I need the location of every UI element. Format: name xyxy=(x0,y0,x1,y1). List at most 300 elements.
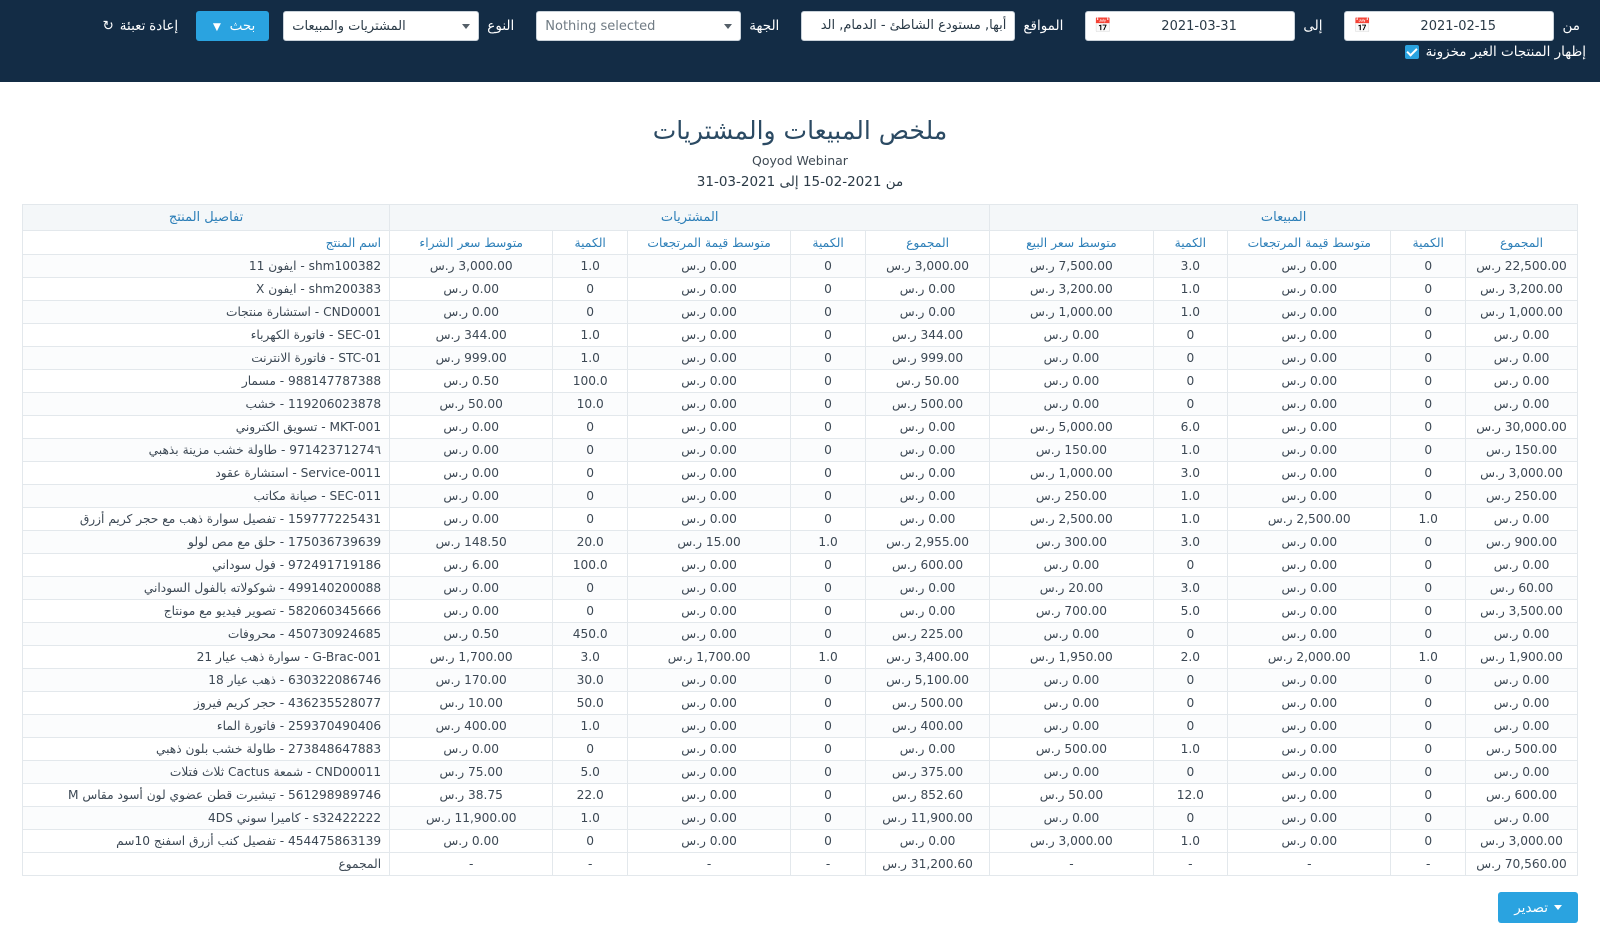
cell-value: 100.0 xyxy=(553,554,628,577)
table-row xyxy=(23,508,1578,531)
cell-value: 0.50 ر.س xyxy=(390,623,553,646)
cell-value: 0 xyxy=(791,554,866,577)
cell-value: 700.00 ر.س xyxy=(990,600,1153,623)
cell-product-name: 97142371274٦ - طاولة خشب مزينة بذهبي xyxy=(23,439,390,462)
cell-value: 0.00 ر.س xyxy=(1228,830,1391,853)
reset-button[interactable] xyxy=(96,17,184,35)
cell-value: 0.00 ر.س xyxy=(627,623,790,646)
cell-value: 999.00 ر.س xyxy=(390,347,553,370)
cell-product-name: 988147787388 - مسمار xyxy=(23,370,390,393)
cell-product-name: MKT-001 - تسويق الكتروني xyxy=(23,416,390,439)
summary-table xyxy=(22,204,1578,876)
refresh-icon: ↻ xyxy=(102,18,114,33)
cell-product-name: s32422222 - كاميرا سوني 4DS xyxy=(23,807,390,830)
cell-value: 20.0 xyxy=(553,531,628,554)
cell-product-name: CND00011 - شمعة Cactus ثلاث فتلات xyxy=(23,761,390,784)
cell-value: 22,500.00 ر.س xyxy=(1466,255,1578,278)
cell-value: 0.00 ر.س xyxy=(627,416,790,439)
page-title: ملخص المبيعات والمشتريات xyxy=(652,116,948,145)
cell-value: 0.00 ر.س xyxy=(1466,324,1578,347)
cell-value: 0.00 ر.س xyxy=(1228,393,1391,416)
cell-value: 0 xyxy=(553,738,628,761)
cell-value: 0.00 ر.س xyxy=(990,623,1153,646)
cell-value: 999.00 ر.س xyxy=(865,347,989,370)
cell-value: 1,700.00 ر.س xyxy=(390,646,553,669)
cell-value: 0 xyxy=(791,278,866,301)
calendar-icon[interactable]: 📅 xyxy=(1094,18,1112,34)
col-avg-sale-price: متوسط سعر البيع xyxy=(990,231,1153,255)
cell-product-name: 450730924685 - محروفات xyxy=(23,623,390,646)
cell-value: 0 xyxy=(791,324,866,347)
cell-value: 0.00 ر.س xyxy=(627,508,790,531)
export-button-label: تصدير xyxy=(1514,899,1548,915)
cell-value: 0 xyxy=(791,370,866,393)
cell-value: - xyxy=(1153,853,1228,876)
cell-value: 0.00 ر.س xyxy=(1228,278,1391,301)
cell-value: 0.00 ر.س xyxy=(865,600,989,623)
cell-value: 0.00 ر.س xyxy=(1228,531,1391,554)
cell-value: 250.00 ر.س xyxy=(1466,485,1578,508)
cell-value: 0 xyxy=(1391,324,1466,347)
cell-value: 1.0 xyxy=(553,715,628,738)
cell-value: 0.00 ر.س xyxy=(627,485,790,508)
cell-value: 0 xyxy=(1391,692,1466,715)
entity-value: Nothing selected xyxy=(545,18,656,34)
cell-value: 50.0 xyxy=(553,692,628,715)
cell-value: 1.0 xyxy=(553,255,628,278)
locations-value: أبها, مستودع الشاطئ - الدمام, الد xyxy=(820,18,1007,33)
from-date-value: 2021-02-15 xyxy=(1420,18,1496,34)
cell-value: 0 xyxy=(1391,462,1466,485)
col-product-name: اسم المنتج xyxy=(23,231,390,255)
col-sales-avg-return-value: متوسط قيمة المرتجعات xyxy=(1228,231,1391,255)
cell-value: 3,000.00 ر.س xyxy=(1466,830,1578,853)
cell-value: 0.00 ر.س xyxy=(990,324,1153,347)
cell-value: 5.0 xyxy=(553,761,628,784)
cell-value: 0.00 ر.س xyxy=(990,347,1153,370)
from-label: من xyxy=(1562,18,1580,34)
cell-value: 0.00 ر.س xyxy=(1228,807,1391,830)
cell-value: 3,400.00 ر.س xyxy=(865,646,989,669)
cell-value: 7,500.00 ر.س xyxy=(990,255,1153,278)
cell-value: 375.00 ر.س xyxy=(865,761,989,784)
export-button[interactable] xyxy=(1498,892,1578,923)
col-sales-qty: الكمية xyxy=(1153,231,1228,255)
cell-product-name: 630322086746 - ذهب عيار 18 xyxy=(23,669,390,692)
cell-value: 0.50 ر.س xyxy=(390,370,553,393)
cell-value: 38.75 ر.س xyxy=(390,784,553,807)
cell-value: 500.00 ر.س xyxy=(865,692,989,715)
cell-value: 60.00 ر.س xyxy=(1466,577,1578,600)
table-row xyxy=(23,738,1578,761)
cell-value: 0.00 ر.س xyxy=(627,439,790,462)
cell-value: 3.0 xyxy=(553,646,628,669)
table-row xyxy=(23,784,1578,807)
cell-product-name: STC-01 - فاتورة الانترنت xyxy=(23,347,390,370)
cell-value: 0.00 ر.س xyxy=(627,324,790,347)
cell-value: 0 xyxy=(1391,784,1466,807)
cell-value: 0 xyxy=(1391,623,1466,646)
table-row xyxy=(23,255,1578,278)
cell-value: 5.0 xyxy=(1153,600,1228,623)
reset-button-label: إعادة تعبئة xyxy=(119,18,179,33)
cell-value: 0.00 ر.س xyxy=(865,830,989,853)
cell-value: 0 xyxy=(1153,669,1228,692)
cell-value: 225.00 ر.س xyxy=(865,623,989,646)
filter-entity xyxy=(536,11,787,41)
cell-value: - xyxy=(627,853,790,876)
cell-value: 1,000.00 ر.س xyxy=(1466,301,1578,324)
cell-value: 0.00 ر.س xyxy=(1228,301,1391,324)
cell-product-name: shm100382 - ايفون 11 xyxy=(23,255,390,278)
cell-value: 450.0 xyxy=(553,623,628,646)
cell-value: 0 xyxy=(553,416,628,439)
cell-value: 0 xyxy=(1391,393,1466,416)
cell-value: 0.00 ر.س xyxy=(390,439,553,462)
cell-value: 0.00 ر.س xyxy=(627,807,790,830)
type-label: النوع xyxy=(487,18,515,34)
date-range: من 2021-02-15 إلى 2021-03-31 xyxy=(696,174,904,190)
table-row xyxy=(23,600,1578,623)
cell-value: 0 xyxy=(1391,255,1466,278)
col-purchases-return-qty: الكمية xyxy=(791,231,866,255)
cell-product-name: 436235528077 - حجر كريم فيروز xyxy=(23,692,390,715)
cell-value: - xyxy=(1228,853,1391,876)
cell-value: 0.00 ر.س xyxy=(390,301,553,324)
cell-value: 0.00 ر.س xyxy=(865,301,989,324)
cell-value: 0 xyxy=(1153,347,1228,370)
checkbox-icon[interactable] xyxy=(1405,45,1419,59)
cell-value: 0.00 ر.س xyxy=(1228,577,1391,600)
filter-type xyxy=(283,11,522,41)
cell-value: 6.00 ر.س xyxy=(390,554,553,577)
table-row xyxy=(23,278,1578,301)
report-content xyxy=(0,82,1600,876)
chevron-down-icon xyxy=(462,24,470,29)
cell-value: 500.00 ر.س xyxy=(865,393,989,416)
cell-value: 0 xyxy=(553,508,628,531)
table-row xyxy=(23,646,1578,669)
cell-value: 250.00 ر.س xyxy=(990,485,1153,508)
filter-from xyxy=(1344,11,1588,41)
cell-product-name: 273848647883 - طاولة خشب بلون ذهبي xyxy=(23,738,390,761)
cell-value: 3,000.00 ر.س xyxy=(390,255,553,278)
cell-value: 0.00 ر.س xyxy=(990,554,1153,577)
cell-value: 22.0 xyxy=(553,784,628,807)
cell-value: 50.00 ر.س xyxy=(390,393,553,416)
cell-value: 0 xyxy=(791,784,866,807)
cell-value: 0 xyxy=(1391,531,1466,554)
cell-value: 0 xyxy=(1391,347,1466,370)
cell-value: - xyxy=(1391,853,1466,876)
cell-product-name: 582060345666 - تصوير فيديو مع مونتاج xyxy=(23,600,390,623)
cell-value: 1.0 xyxy=(1153,738,1228,761)
cell-value: 3,000.00 ر.س xyxy=(990,830,1153,853)
cell-value: 0 xyxy=(791,439,866,462)
chevron-down-icon xyxy=(724,24,732,29)
cell-value: 150.00 ر.س xyxy=(1466,439,1578,462)
cell-value: 0.00 ر.س xyxy=(1228,715,1391,738)
calendar-icon[interactable]: 📅 xyxy=(1353,18,1371,34)
table-row xyxy=(23,439,1578,462)
cell-value: 50.00 ر.س xyxy=(990,784,1153,807)
cell-value: 0.00 ر.س xyxy=(390,830,553,853)
cell-value: 3.0 xyxy=(1153,531,1228,554)
cell-value: 2,000.00 ر.س xyxy=(1228,646,1391,669)
cell-value: 0.00 ر.س xyxy=(1228,669,1391,692)
cell-value: 0.00 ر.س xyxy=(390,462,553,485)
cell-value: 31,200.60 ر.س xyxy=(865,853,989,876)
cell-value: 0.00 ر.س xyxy=(1228,370,1391,393)
locations-select[interactable] xyxy=(801,11,1015,41)
cell-value: 0 xyxy=(791,347,866,370)
table-row xyxy=(23,692,1578,715)
filter-icon: ▼ xyxy=(210,18,224,34)
cell-value: 150.00 ر.س xyxy=(990,439,1153,462)
cell-value: 0.00 ر.س xyxy=(627,830,790,853)
cell-value: 0 xyxy=(1391,278,1466,301)
cell-value: 0.00 ر.س xyxy=(1228,692,1391,715)
cell-value: 0.00 ر.س xyxy=(1466,623,1578,646)
cell-value: 0.00 ر.س xyxy=(990,761,1153,784)
col-sales-total: المجموع xyxy=(1466,231,1578,255)
cell-value: 0 xyxy=(791,600,866,623)
cell-value: 600.00 ر.س xyxy=(1466,784,1578,807)
cell-value: 400.00 ر.س xyxy=(390,715,553,738)
cell-value: 3,500.00 ر.س xyxy=(1466,600,1578,623)
cell-value: 0.00 ر.س xyxy=(1228,738,1391,761)
cell-value: 0 xyxy=(791,715,866,738)
table-row xyxy=(23,301,1578,324)
cell-value: 0.00 ر.س xyxy=(990,692,1153,715)
cell-value: 5,000.00 ر.س xyxy=(990,416,1153,439)
locations-label: المواقع xyxy=(1023,18,1064,34)
cell-value: 0.00 ر.س xyxy=(1228,784,1391,807)
cell-product-name: G-Brac-001 - سوارة ذهب عيار 21 xyxy=(23,646,390,669)
cell-value: 0 xyxy=(553,577,628,600)
cell-product-name: 259370490406 - فاتورة الماء xyxy=(23,715,390,738)
cell-value: 1.0 xyxy=(553,347,628,370)
cell-value: 0.00 ر.س xyxy=(627,738,790,761)
cell-value: 600.00 ر.س xyxy=(865,554,989,577)
cell-value: 3,200.00 ر.س xyxy=(1466,278,1578,301)
cell-value: 2,500.00 ر.س xyxy=(1228,508,1391,531)
filter-locations xyxy=(801,11,1071,41)
cell-product-name: 159777225431 - تفصيل سوارة ذهب مع حجر كريم أزرق xyxy=(23,508,390,531)
cell-value: 1.0 xyxy=(1391,508,1466,531)
export-toolbar xyxy=(0,876,1600,933)
cell-value: 0 xyxy=(1153,370,1228,393)
cell-value: 0.00 ر.س xyxy=(627,278,790,301)
cell-value: 20.00 ر.س xyxy=(990,577,1153,600)
table-row xyxy=(23,370,1578,393)
table-row xyxy=(23,830,1578,853)
cell-value: 2.0 xyxy=(1153,646,1228,669)
cell-value: 3,000.00 ر.س xyxy=(865,255,989,278)
cell-value: 1.0 xyxy=(553,807,628,830)
cell-value: 0.00 ر.س xyxy=(390,416,553,439)
table-row xyxy=(23,324,1578,347)
table-row xyxy=(23,577,1578,600)
cell-value: 0.00 ر.س xyxy=(1466,669,1578,692)
cell-value: 0 xyxy=(553,301,628,324)
cell-product-name: 499140200088 - شوكولاته بالفول السوداني xyxy=(23,577,390,600)
cell-value: 5,100.00 ر.س xyxy=(865,669,989,692)
cell-value: 30.0 xyxy=(553,669,628,692)
cell-product-name: المجموع xyxy=(23,853,390,876)
cell-value: 0.00 ر.س xyxy=(627,301,790,324)
col-purchases-qty: الكمية xyxy=(553,231,628,255)
cell-value: 0 xyxy=(791,462,866,485)
cell-value: 0.00 ر.س xyxy=(865,278,989,301)
cell-value: 900.00 ر.س xyxy=(1466,531,1578,554)
col-avg-purchase-price: متوسط سعر الشراء xyxy=(390,231,553,255)
cell-value: 0.00 ر.س xyxy=(1466,508,1578,531)
col-purchases-avg-return-value: متوسط قيمة المرتجعات xyxy=(627,231,790,255)
cell-value: 0 xyxy=(553,439,628,462)
chevron-down-icon xyxy=(1554,905,1562,910)
cell-value: 0 xyxy=(553,830,628,853)
cell-value: 344.00 ر.س xyxy=(865,324,989,347)
cell-value: 0 xyxy=(791,807,866,830)
table-row xyxy=(23,531,1578,554)
cell-value: 12.0 xyxy=(1153,784,1228,807)
to-date-input[interactable] xyxy=(1085,11,1295,41)
cell-value: 11,900.00 ر.س xyxy=(865,807,989,830)
cell-value: 0 xyxy=(791,393,866,416)
cell-value: 0 xyxy=(791,669,866,692)
cell-value: 0.00 ر.س xyxy=(990,370,1153,393)
cell-value: 0 xyxy=(553,485,628,508)
cell-value: 0 xyxy=(1391,738,1466,761)
table-body xyxy=(23,255,1578,876)
cell-product-name: 175036739639 - حلق مع مص لولو xyxy=(23,531,390,554)
cell-value: 0 xyxy=(791,738,866,761)
cell-product-name: 119206023878 - خشب xyxy=(23,393,390,416)
cell-value: 1.0 xyxy=(1153,301,1228,324)
cell-value: 0 xyxy=(791,301,866,324)
table-row xyxy=(23,485,1578,508)
table-row xyxy=(23,462,1578,485)
cell-value: 0.00 ر.س xyxy=(627,784,790,807)
cell-value: 1.0 xyxy=(553,324,628,347)
cell-value: 0 xyxy=(1391,600,1466,623)
cell-value: 0.00 ر.س xyxy=(390,278,553,301)
cell-value: 0.00 ر.س xyxy=(990,807,1153,830)
cell-value: 400.00 ر.س xyxy=(865,715,989,738)
cell-value: 3.0 xyxy=(1153,577,1228,600)
cell-value: 11,900.00 ر.س xyxy=(390,807,553,830)
cell-value: 0.00 ر.س xyxy=(865,738,989,761)
table-row xyxy=(23,347,1578,370)
cell-value: 0.00 ر.س xyxy=(390,485,553,508)
cell-value: 0.00 ر.س xyxy=(627,347,790,370)
table-row xyxy=(23,416,1578,439)
cell-value: 0.00 ر.س xyxy=(1466,715,1578,738)
cell-value: 1,950.00 ر.س xyxy=(990,646,1153,669)
cell-value: 0 xyxy=(1391,669,1466,692)
cell-value: 100.0 xyxy=(553,370,628,393)
cell-value: 0.00 ر.س xyxy=(390,577,553,600)
cell-value: 0.00 ر.س xyxy=(627,462,790,485)
table-row xyxy=(23,761,1578,784)
cell-value: 1.0 xyxy=(1153,485,1228,508)
cell-value: 0.00 ر.س xyxy=(865,416,989,439)
cell-value: 0.00 ر.س xyxy=(1466,761,1578,784)
cell-value: 10.0 xyxy=(553,393,628,416)
cell-value: 0 xyxy=(1153,807,1228,830)
table-total-row xyxy=(23,853,1578,876)
cell-value: 0 xyxy=(791,577,866,600)
cell-value: 300.00 ر.س xyxy=(990,531,1153,554)
cell-value: 0.00 ر.س xyxy=(1466,347,1578,370)
cell-value: - xyxy=(553,853,628,876)
cell-product-name: 972491719186 - فول سوداني xyxy=(23,554,390,577)
cell-product-name: shm200383 - ايفون X xyxy=(23,278,390,301)
cell-value: 852.60 ر.س xyxy=(865,784,989,807)
cell-value: 0.00 ر.س xyxy=(390,508,553,531)
cell-value: 170.00 ر.س xyxy=(390,669,553,692)
cell-value: 0 xyxy=(1153,393,1228,416)
type-select[interactable] xyxy=(283,11,479,41)
cell-value: 2,500.00 ر.س xyxy=(990,508,1153,531)
cell-value: 0.00 ر.س xyxy=(1228,554,1391,577)
cell-value: 500.00 ر.س xyxy=(990,738,1153,761)
cell-value: 30,000.00 ر.س xyxy=(1466,416,1578,439)
col-sales-return-qty: الكمية xyxy=(1391,231,1466,255)
cell-value: 0 xyxy=(1391,761,1466,784)
cell-product-name: 454475863139 - تفصيل كنب أزرق اسفنج 10سم xyxy=(23,830,390,853)
cell-value: 0.00 ر.س xyxy=(990,715,1153,738)
table-row xyxy=(23,623,1578,646)
cell-value: - xyxy=(791,853,866,876)
cell-value: 0.00 ر.س xyxy=(990,393,1153,416)
show-unstocked-toggle[interactable] xyxy=(1405,44,1586,60)
cell-value: 0.00 ر.س xyxy=(627,255,790,278)
cell-value: 50.00 ر.س xyxy=(865,370,989,393)
cell-value: 500.00 ر.س xyxy=(1466,738,1578,761)
cell-value: 3.0 xyxy=(1153,462,1228,485)
entity-select[interactable] xyxy=(536,11,741,41)
cell-value: 3,200.00 ر.س xyxy=(990,278,1153,301)
table-row xyxy=(23,554,1578,577)
cell-value: 1.0 xyxy=(791,646,866,669)
cell-value: 1,000.00 ر.س xyxy=(990,301,1153,324)
type-value: المشتريات والمبيعات xyxy=(292,18,406,34)
company-name: Qoyod Webinar xyxy=(752,153,848,168)
group-purchases: المشتريات xyxy=(390,205,990,231)
cell-value: 1,900.00 ر.س xyxy=(1466,646,1578,669)
cell-value: 0.00 ر.س xyxy=(1466,554,1578,577)
cell-value: 0.00 ر.س xyxy=(627,577,790,600)
cell-value: 0.00 ر.س xyxy=(1228,600,1391,623)
cell-value: 0.00 ر.س xyxy=(627,715,790,738)
cell-value: 0.00 ر.س xyxy=(1228,439,1391,462)
cell-value: 0.00 ر.س xyxy=(1228,623,1391,646)
from-date-input[interactable] xyxy=(1344,11,1554,41)
cell-value: 0 xyxy=(1153,623,1228,646)
cell-value: 0 xyxy=(1391,416,1466,439)
cell-value: 0.00 ر.س xyxy=(627,600,790,623)
cell-value: 0 xyxy=(1153,715,1228,738)
cell-value: 0 xyxy=(791,692,866,715)
cell-value: 0 xyxy=(791,255,866,278)
search-button[interactable] xyxy=(196,11,269,41)
cell-value: 0.00 ر.س xyxy=(1228,255,1391,278)
cell-value: 3.0 xyxy=(1153,255,1228,278)
cell-value: 0 xyxy=(791,508,866,531)
entity-label: الجهة xyxy=(749,18,780,34)
